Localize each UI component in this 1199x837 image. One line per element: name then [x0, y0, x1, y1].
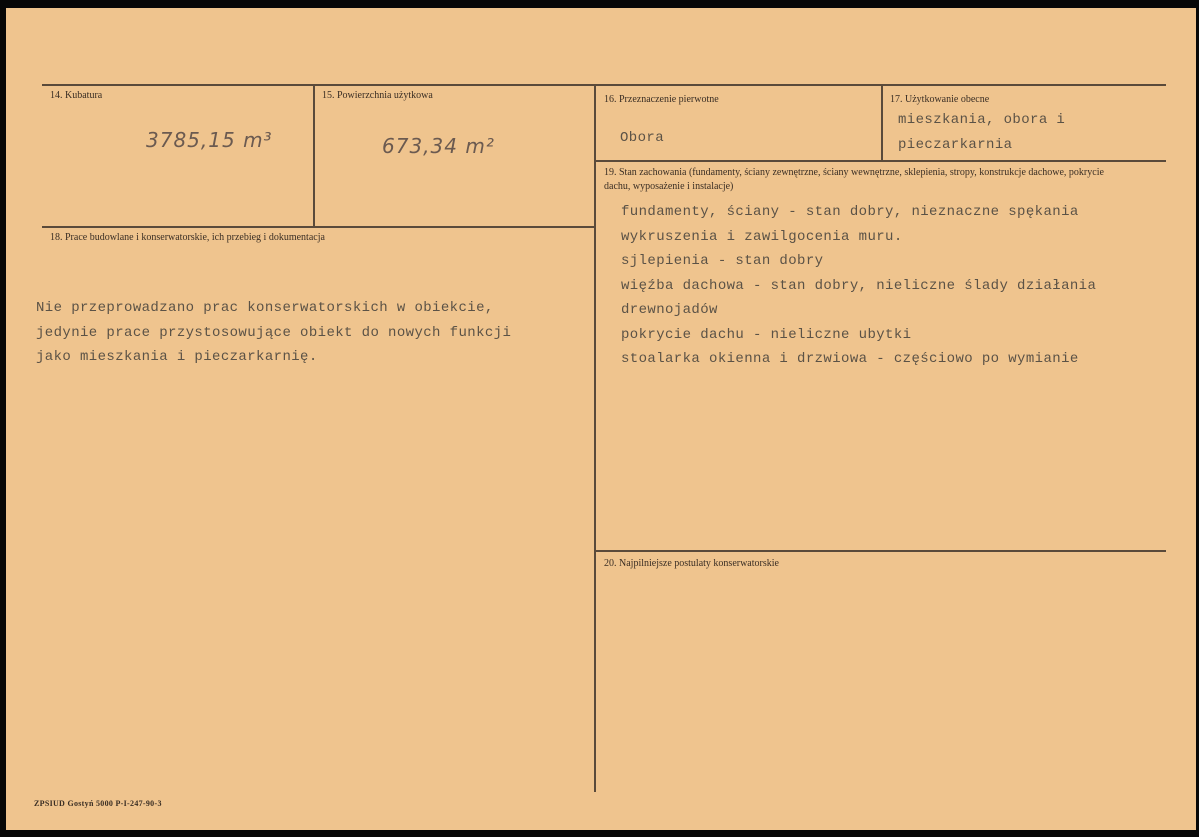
- uzytkowanie-value: [898, 112, 1065, 161]
- divider-main: [594, 84, 596, 792]
- record-card: [6, 8, 1196, 830]
- przeznaczenie-label: 16. Przeznaczenie pierwotne: [604, 94, 719, 105]
- prace-line: Nie przeprowadzano prac konserwatorskich w obiekcie,: [36, 300, 494, 316]
- stan-label: 19. Stan zachowania (fundamenty, ściany zewnętrzne, ściany wewnętrzne, sklepienia, stropy, konstrukcje dachowe, pokrycie dachu, wyposażenie i instalacje): [604, 167, 1104, 192]
- stan-line: wykruszenia i zawilgocenia muru.: [621, 228, 903, 245]
- divider-14-15: [313, 84, 315, 227]
- stan-line: drewnojadów: [621, 302, 718, 318]
- powierzchnia-label: 15. Powierzchnia użytkowa: [322, 90, 433, 101]
- kubatura-value: 3785,15 m³: [146, 128, 273, 152]
- stan-value: [621, 204, 1096, 376]
- stan-line: sjlepienia - stan dobry: [621, 253, 824, 269]
- prace-line: jako mieszkania i pieczarkarnię.: [36, 349, 318, 365]
- divider-16-17: [881, 84, 883, 160]
- postulaty-label: 20. Najpilniejsze postulaty konserwatorskie: [604, 558, 779, 569]
- prace-label: 18. Prace budowlane i konserwatorskie, ich przebieg i dokumentacja: [50, 232, 325, 243]
- powierzchnia-value: 673,34 m²: [382, 134, 495, 158]
- rule-above-20: [595, 550, 1166, 552]
- rule-below-16-17: [595, 160, 1166, 162]
- stan-line: więźba dachowa - stan dobry, nieliczne ślady działania: [621, 277, 1097, 294]
- przeznaczenie-value: Obora: [620, 130, 665, 146]
- uzytkowanie-line: pieczarkarnia: [898, 136, 1013, 153]
- print-footer: ZPSIUD Gostyń 5000 P-I-247-90-3: [34, 799, 162, 808]
- kubatura-label: 14. Kubatura: [50, 90, 103, 101]
- stan-line: fundamenty, ściany - stan dobry, nieznaczne spękania: [621, 204, 1079, 220]
- stan-line: stoalarka okienna i drzwiowa - częściowo po wymianie: [621, 351, 1079, 367]
- stan-line: pokrycie dachu - nieliczne ubytki: [621, 326, 912, 343]
- uzytkowanie-line: mieszkania, obora i: [898, 112, 1066, 128]
- uzytkowanie-label: 17. Użytkowanie obecne: [890, 94, 990, 105]
- prace-line: jedynie prace przystosowujące obiekt do nowych funkcji: [36, 324, 512, 341]
- top-rule: [42, 84, 1166, 86]
- prace-value: [36, 300, 511, 374]
- rule-above-18: [42, 226, 596, 228]
